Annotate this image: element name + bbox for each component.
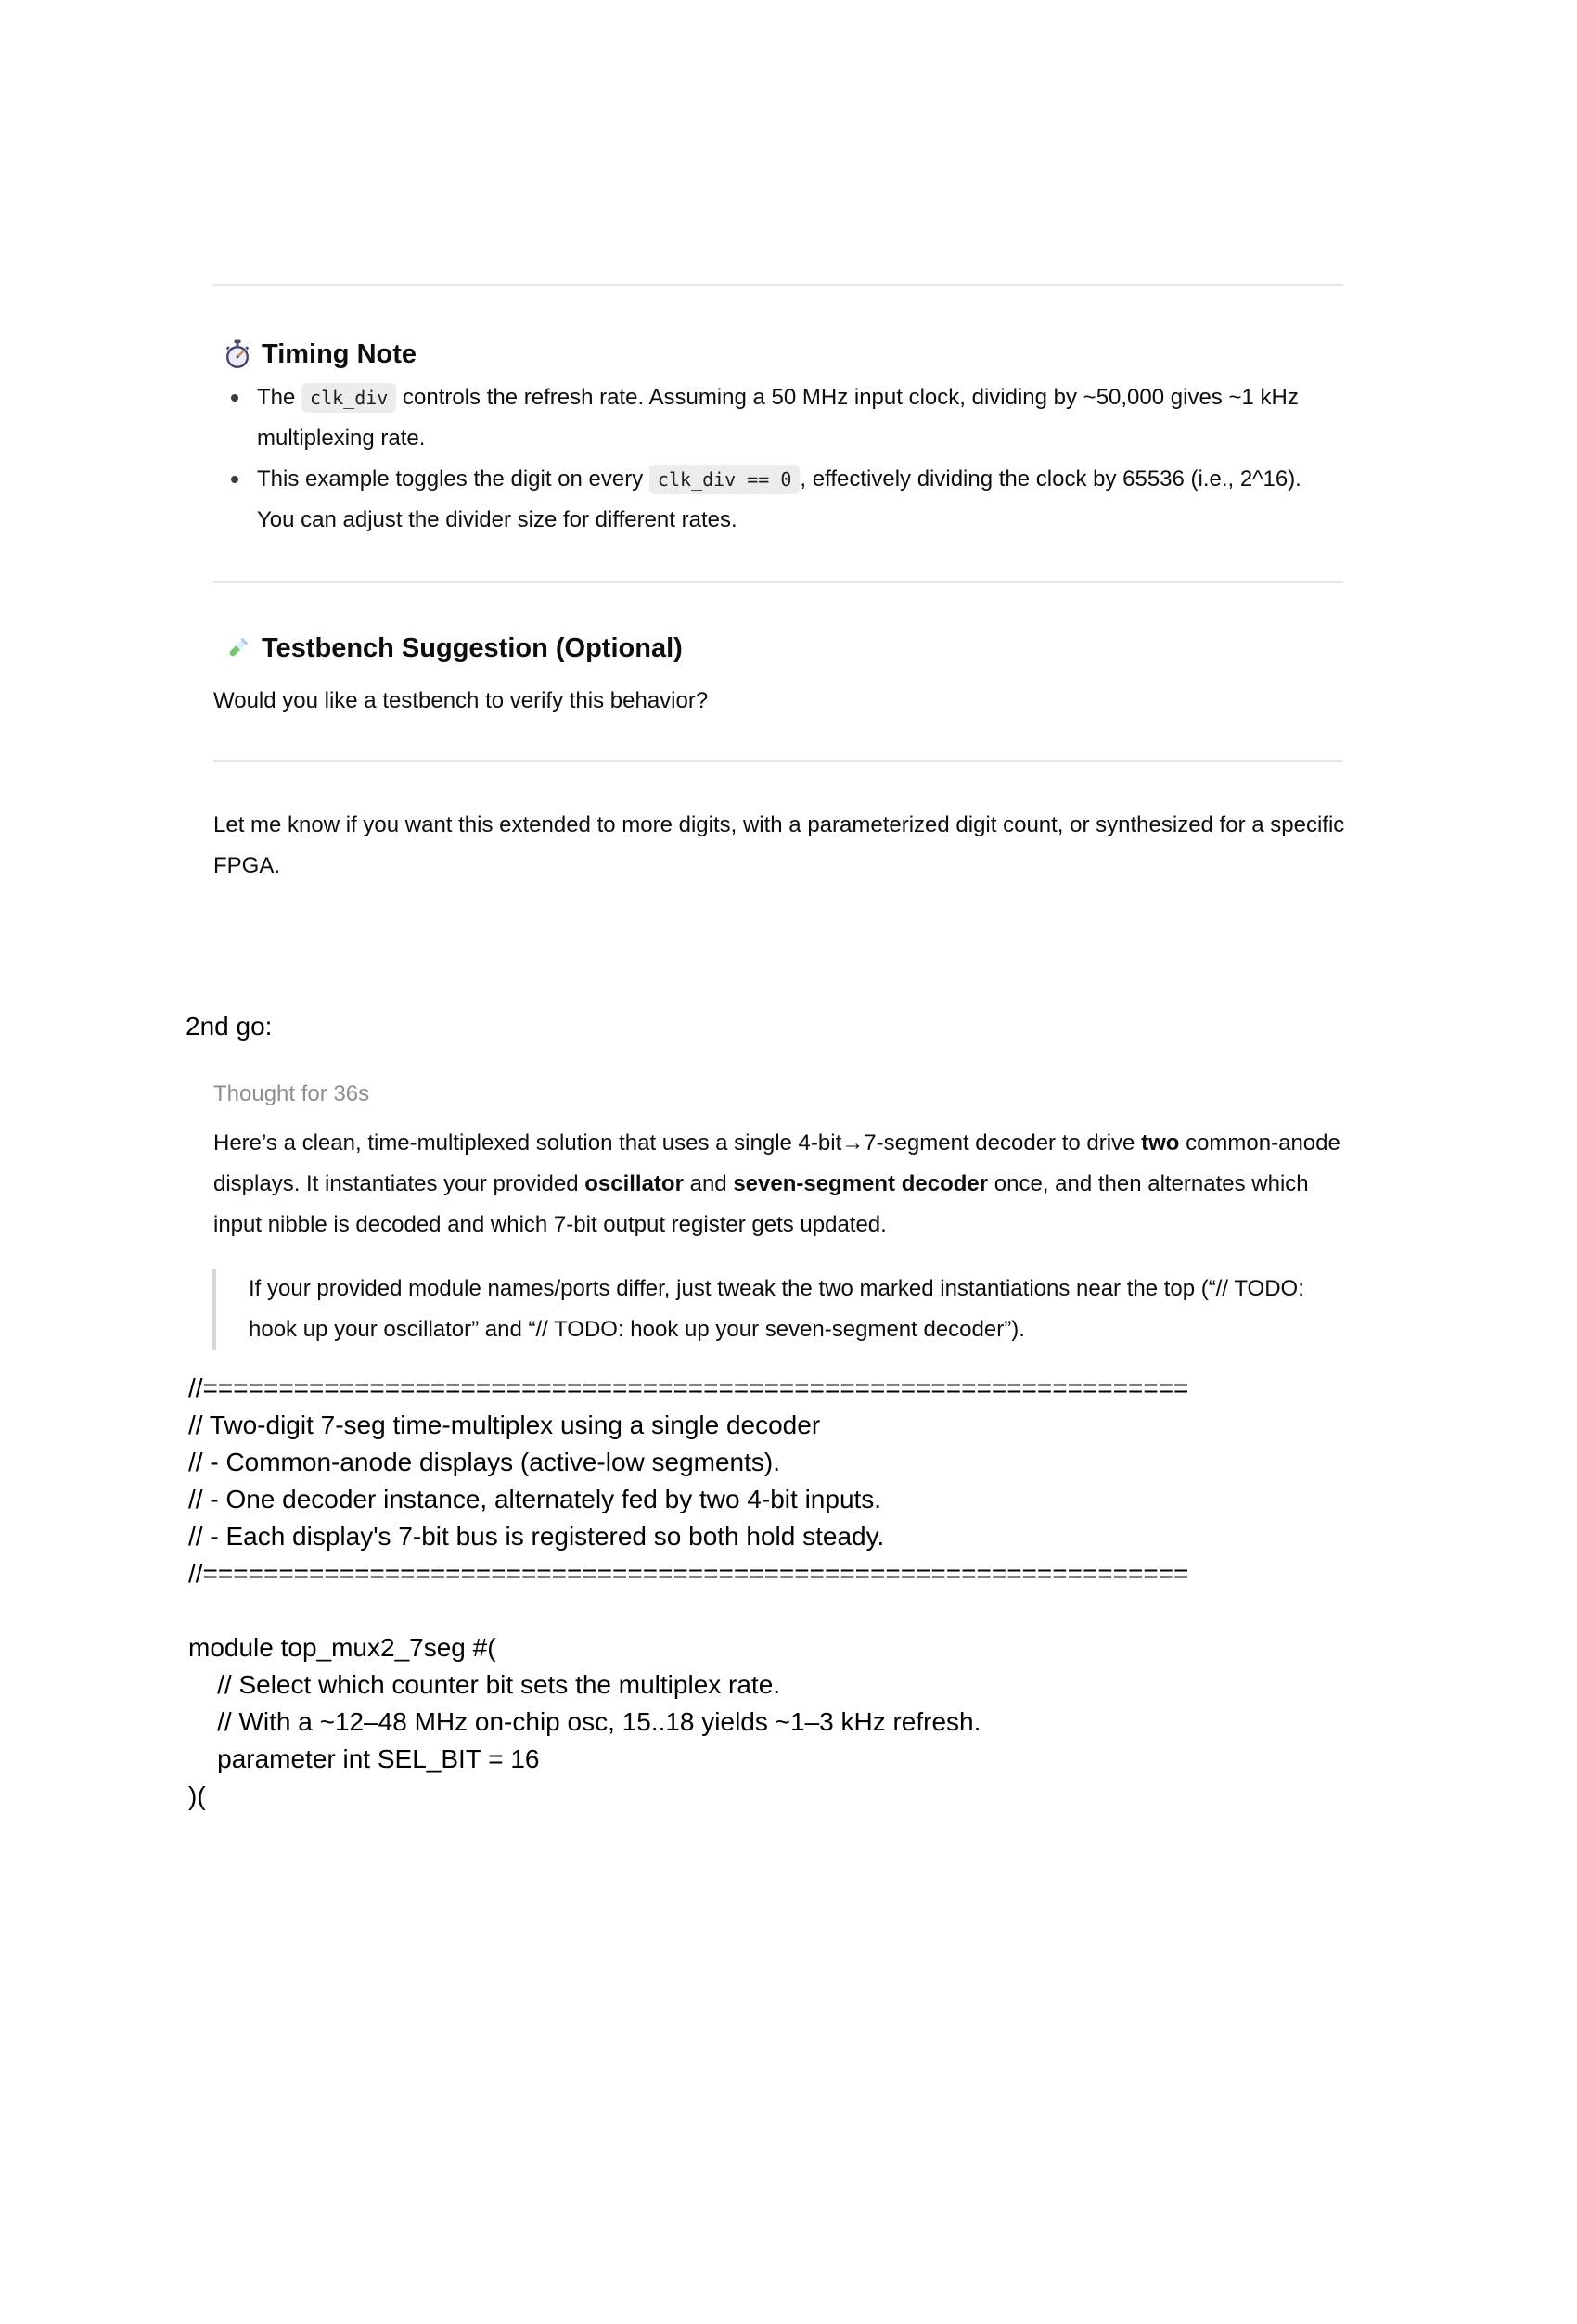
code-line: parameter int SEL_BIT = 16 (188, 1744, 540, 1773)
code-line: // Select which counter bit sets the multiplex rate. (188, 1670, 781, 1699)
timing-note-heading (213, 336, 1577, 373)
code-line: //================================================================= (188, 1559, 1189, 1588)
code-line: module top_mux2_7seg #( (188, 1633, 496, 1662)
second-go-label: 2nd go: (186, 1012, 273, 1041)
section-divider (213, 760, 1343, 762)
timing-note-title: Timing Note (262, 339, 417, 369)
stopwatch-icon (224, 339, 250, 369)
code-line (188, 1592, 1487, 1629)
intro-text: once, and then alternates which input nibble is decoded and which 7-bit output register gets updated. (213, 1171, 1309, 1237)
section-divider (213, 284, 1343, 286)
intro-bold: two (1141, 1130, 1180, 1156)
code-line: // Two-digit 7-seg time-multiplex using a single decoder (188, 1411, 821, 1439)
bullet-text: This example toggles the digit on every (257, 466, 649, 492)
intro-bold: seven-segment decoder (733, 1171, 989, 1196)
testbench-heading (213, 630, 1577, 667)
testbench-title: Testbench Suggestion (Optional) (262, 633, 683, 663)
timing-bullet-2 (213, 459, 1324, 541)
thought-duration: Thought for 36s (213, 1081, 370, 1106)
module-note-quote: If your provided module names/ports differ, just tweak the two marked instantiations near the top (“// TODO: hook up your oscillator” and “// TODO: hook up your seven-segment decoder”). (212, 1269, 1315, 1350)
page (0, 284, 1577, 1815)
code-line: //================================================================= (188, 1373, 1189, 1402)
code-line: // - Each display's 7-bit bus is registered so both hold steady. (188, 1522, 885, 1551)
intro-paragraph (213, 1123, 1356, 1245)
code-line: // - One decoder instance, alternately fed by two 4-bit inputs. (188, 1485, 882, 1513)
timing-bullet-list (213, 377, 1324, 541)
test-tube-icon (224, 633, 250, 663)
code-line: // - Common-anode displays (active-low segments). (188, 1448, 781, 1476)
intro-text: Here’s a clean, time-multiplexed solution that uses a single 4-bit→7-segment decoder to drive (213, 1130, 1142, 1156)
section-divider (213, 581, 1343, 583)
intro-text: common-anode displays. It instantiates your provided (213, 1130, 1340, 1196)
code-line: )( (188, 1781, 206, 1810)
code-line: // With a ~12–48 MHz on-chip osc, 15..18 yields ~1–3 kHz refresh. (188, 1707, 981, 1736)
intro-text: and (683, 1171, 734, 1196)
bullet-text: The (257, 385, 302, 410)
testbench-question: Would you like a testbench to verify this behavior? (213, 688, 709, 713)
inline-code-chip: clk_div == 0 (649, 465, 801, 494)
inline-code-chip: clk_div (301, 383, 396, 413)
bullet-text: , effectively dividing the clock by 65536 (i.e., 2^16). You can adjust the divider size for different rates. (257, 466, 1301, 532)
verilog-code-block (188, 1370, 1487, 1815)
intro-bold: oscillator (584, 1171, 684, 1196)
timing-bullet-1 (213, 377, 1324, 459)
closing-note: Let me know if you want this extended to more digits, with a parameterized digit count, or synthesized for a specific FPGA. (213, 812, 1345, 878)
bullet-text: controls the refresh rate. Assuming a 50 MHz input clock, dividing by ~50,000 gives ~1 kHz multiplexing rate. (257, 385, 1299, 451)
